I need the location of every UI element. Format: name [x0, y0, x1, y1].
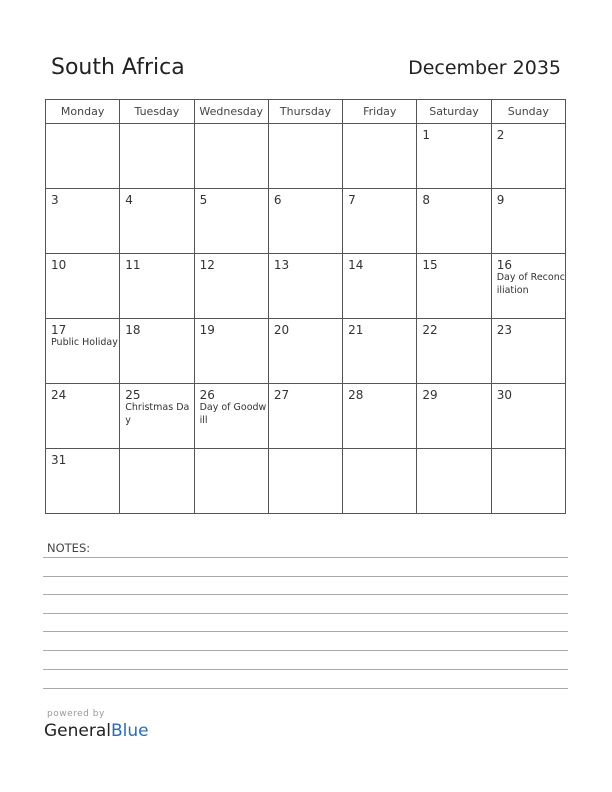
weekday-header: Tuesday: [120, 100, 194, 124]
day-number: 29: [422, 388, 438, 402]
calendar-day-cell: [268, 254, 342, 319]
day-number: 25: [125, 388, 141, 402]
day-number: 8: [422, 193, 431, 207]
weekday-header: Sunday: [491, 100, 565, 124]
calendar-day-cell: [120, 254, 194, 319]
calendar-day-cell: [46, 319, 120, 384]
calendar-day-cell: [417, 319, 491, 384]
notes-label: NOTES:: [47, 541, 91, 555]
day-number: [492, 449, 565, 453]
powered-by-text: powered by: [47, 709, 105, 719]
calendar-day-cell: [46, 124, 120, 189]
calendar-day-cell: [46, 384, 120, 449]
calendar-day-cell: [491, 319, 565, 384]
calendar-day-cell: [120, 319, 194, 384]
day-number: 18: [125, 323, 141, 337]
brand-name-accent: Blue: [111, 721, 149, 741]
calendar-day-cell: [120, 449, 194, 514]
calendar-day-cell: [268, 189, 342, 254]
day-number: 12: [199, 258, 215, 272]
calendar-day-cell: [268, 384, 342, 449]
day-number: 30: [496, 388, 512, 402]
calendar-week-row: [46, 384, 566, 449]
weekday-header-row: [46, 100, 566, 124]
holiday-label: Day of Goodwill: [199, 402, 267, 426]
calendar-day-cell: [46, 449, 120, 514]
calendar-week-row: [46, 449, 566, 514]
calendar-day-cell: [491, 449, 565, 514]
calendar-day-cell: [120, 124, 194, 189]
calendar-day-cell: [491, 189, 565, 254]
day-number: 5: [199, 193, 208, 207]
brand-logo: [44, 721, 149, 741]
day-number: 2: [496, 128, 505, 142]
calendar-day-cell: [194, 449, 268, 514]
calendar-day-cell: [120, 384, 194, 449]
day-number: [343, 124, 416, 128]
notes-line: [43, 557, 568, 558]
day-number: 3: [51, 193, 59, 207]
calendar-day-cell: [194, 384, 268, 449]
day-number: 27: [273, 388, 290, 402]
day-number: [46, 124, 119, 128]
day-number: [269, 124, 342, 128]
day-number: [417, 449, 490, 453]
day-number: [120, 124, 193, 128]
calendar-day-cell: [343, 254, 417, 319]
calendar-day-cell: [268, 449, 342, 514]
calendar-day-cell: [343, 384, 417, 449]
notes-line: [43, 650, 568, 651]
day-number: [343, 449, 416, 453]
day-number: 15: [422, 258, 438, 272]
day-number: 16: [496, 258, 512, 272]
day-number: 14: [348, 258, 364, 272]
weekday-header: Wednesday: [194, 100, 268, 124]
calendar-day-cell: [343, 124, 417, 189]
calendar-week-row: [46, 124, 566, 189]
brand-name-part: General: [44, 721, 111, 741]
weekday-header: Saturday: [417, 100, 491, 124]
notes-line: [43, 669, 568, 670]
day-number: 28: [348, 388, 364, 402]
weekday-header: Thursday: [268, 100, 342, 124]
notes-line: [43, 631, 568, 632]
calendar-grid: [45, 99, 566, 514]
day-number: [195, 124, 268, 128]
calendar-day-cell: [194, 254, 268, 319]
calendar-day-cell: [417, 189, 491, 254]
notes-line: [43, 688, 568, 689]
day-number: 20: [273, 323, 290, 337]
day-number: 11: [125, 258, 141, 272]
day-number: 26: [199, 388, 215, 402]
calendar-day-cell: [46, 254, 120, 319]
calendar-day-cell: [491, 254, 565, 319]
calendar-day-cell: [417, 384, 491, 449]
day-number: 7: [348, 193, 356, 207]
day-number: 17: [51, 323, 67, 337]
calendar-day-cell: [194, 319, 268, 384]
holiday-label: Day of Reconciliation: [496, 272, 565, 296]
calendar-day-cell: [194, 189, 268, 254]
calendar-day-cell: [343, 319, 417, 384]
calendar-day-cell: [343, 189, 417, 254]
calendar-day-cell: [343, 449, 417, 514]
day-number: 6: [273, 193, 282, 207]
weekday-header: Friday: [343, 100, 417, 124]
calendar-day-cell: [417, 449, 491, 514]
calendar-month-title: December 2035: [408, 57, 561, 79]
calendar-day-cell: [491, 124, 565, 189]
calendar-day-cell: [491, 384, 565, 449]
day-number: 21: [348, 323, 364, 337]
notes-line: [43, 576, 568, 577]
calendar-day-cell: [120, 189, 194, 254]
day-number: 24: [51, 388, 67, 402]
calendar-day-cell: [46, 189, 120, 254]
weekday-header: Monday: [46, 100, 120, 124]
day-number: 23: [496, 323, 512, 337]
calendar-week-row: [46, 319, 566, 384]
calendar-week-row: [46, 254, 566, 319]
day-number: 19: [199, 323, 215, 337]
calendar-day-cell: [268, 319, 342, 384]
day-number: 31: [51, 453, 67, 467]
calendar-day-cell: [417, 124, 491, 189]
day-number: [195, 449, 268, 453]
notes-line: [43, 594, 568, 595]
calendar-week-row: [46, 189, 566, 254]
calendar-country-title: South Africa: [51, 55, 185, 80]
day-number: 4: [125, 193, 133, 207]
calendar-day-cell: [417, 254, 491, 319]
notes-line: [43, 613, 568, 614]
calendar-day-cell: [194, 124, 268, 189]
day-number: 22: [422, 323, 438, 337]
day-number: 13: [273, 258, 290, 272]
day-number: 10: [51, 258, 67, 272]
day-number: [120, 449, 193, 453]
holiday-label: Christmas Day: [125, 402, 190, 426]
day-number: 1: [422, 128, 431, 142]
day-number: 9: [496, 193, 505, 207]
holiday-label: Public Holiday: [51, 337, 118, 348]
day-number: [269, 449, 342, 453]
calendar-day-cell: [268, 124, 342, 189]
